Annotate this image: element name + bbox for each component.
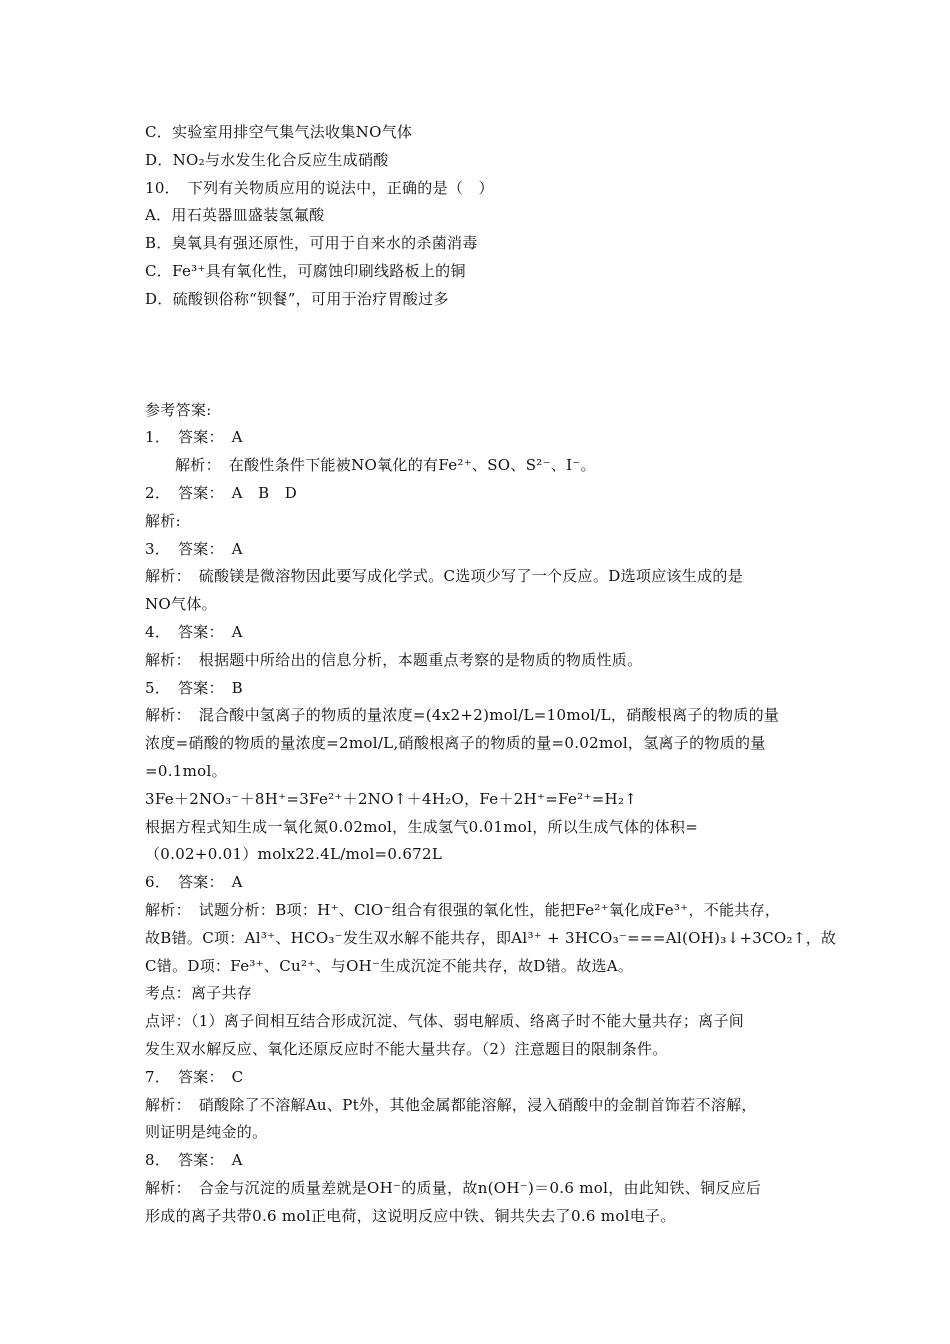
answer-line: 则证明是纯金的。 [145, 1123, 268, 1142]
question-option-line: C．Fe³⁺具有氧化性，可腐蚀印刷线路板上的铜 [145, 261, 466, 280]
question-option-line: B．臭氧具有强还原性，可用于自来水的杀菌消毒 [145, 234, 478, 253]
answer-line: （0.02+0.01）molx22.4L/mol=0.672L [145, 845, 443, 864]
answer-line: 解析： 试题分析：B项：H⁺、ClO⁻组合有很强的氧化性，能把Fe²⁺氧化成Fe³⁺，不能共存， [145, 900, 781, 919]
answer-line: C错。D项：Fe³⁺、Cu²⁺、与OH⁻生成沉淀不能共存，故D错。故选A。 [145, 956, 634, 975]
answer-line: 解析： 硫酸镁是微溶物因此要写成化学式。C选项少写了一个反应。D选项应该生成的是 [145, 567, 744, 586]
answers-section [145, 397, 837, 1231]
answer-line: 解析： 混合酸中氢离子的物质的量浓度=(4x2+2)mol/L=10mol/L，硝酸根离子的物质的量 [145, 706, 780, 725]
answer-line: 解析： 合金与沉淀的质量差就是OH⁻的质量，故n(OH⁻)＝0.6 mol，由此知铁、铜反应后 [145, 1178, 762, 1197]
answer-line: 8． 答案： A [145, 1151, 243, 1170]
question-stem-line: 10． 下列有关物质应用的说法中，正确的是（ ） [145, 178, 494, 197]
answer-line: 解析： 硝酸除了不溶解Au、Pt外，其他金属都能溶解，浸入硝酸中的金制首饰若不溶解， [145, 1095, 757, 1114]
document-page [145, 119, 837, 1230]
answers-heading: 参考答案: [145, 400, 212, 419]
section-spacer [145, 314, 815, 397]
answer-line: 浓度=硝酸的物质的量浓度=2mol/L,硝酸根离子的物质的量=0.02mol，氢离子的物质的量 [145, 734, 766, 753]
answer-line: 4． 答案： A [145, 622, 243, 641]
answer-line: =0.1mol。 [145, 761, 227, 780]
answer-line: 5． 答案： B [145, 678, 243, 697]
answer-line: 6． 答案： A [145, 873, 243, 892]
answer-line: 2． 答案： A B D [145, 483, 298, 502]
answer-line: 解析： 根据题中所给出的信息分析，本题重点考察的是物质的物质性质。 [145, 650, 643, 669]
answer-line: 7． 答案： C [145, 1067, 244, 1086]
answer-line: 解析： 在酸性条件下能被NO氧化的有Fe²⁺、SO、S²⁻、I⁻。 [175, 456, 596, 475]
answer-line: 发生双水解反应、氧化还原反应时不能大量共存。（2）注意题目的限制条件。 [145, 1039, 668, 1058]
questions-section [145, 119, 815, 314]
answer-line: 形成的离子共带0.6 mol正电荷，这说明反应中铁、铜共失去了0.6 mol电子。 [145, 1206, 676, 1225]
answer-line: 3． 答案： A [145, 539, 243, 558]
answer-line: 故B错。C项：Al³⁺、HCO₃⁻发生双水解不能共存，即Al³⁺ + 3HCO₃⁻===Al(OH)₃↓+3CO₂↑，故 [145, 928, 837, 947]
answer-line: NO气体。 [145, 595, 217, 614]
question-option-line: C．实验室用排空气集气法收集NO气体 [145, 123, 413, 141]
answer-line: 解析: [145, 511, 181, 530]
question-option-line: A．用石英器皿盛装氢氟酸 [145, 206, 325, 225]
question-option-line: D．NO₂与水发生化合反应生成硝酸 [145, 150, 389, 169]
answer-line: 根据方程式知生成一氧化氮0.02mol，生成氢气0.01mol，所以生成气体的体积= [145, 817, 699, 836]
answers-list [145, 424, 837, 1230]
answer-line: 考点：离子共存 [145, 984, 253, 1003]
question-option-line: D．硫酸钡俗称“钡餐”，可用于治疗胃酸过多 [145, 289, 449, 308]
answer-line: 3Fe＋2NO₃⁻＋8H⁺=3Fe²⁺＋2NO↑＋4H₂O，Fe＋2H⁺=Fe²⁺=H₂↑ [145, 789, 638, 808]
answer-line: 1． 答案： A [145, 428, 243, 447]
answer-line: 点评：（1）离子间相互结合形成沉淀、气体、弱电解质、络离子时不能大量共存；离子间 [145, 1012, 745, 1031]
